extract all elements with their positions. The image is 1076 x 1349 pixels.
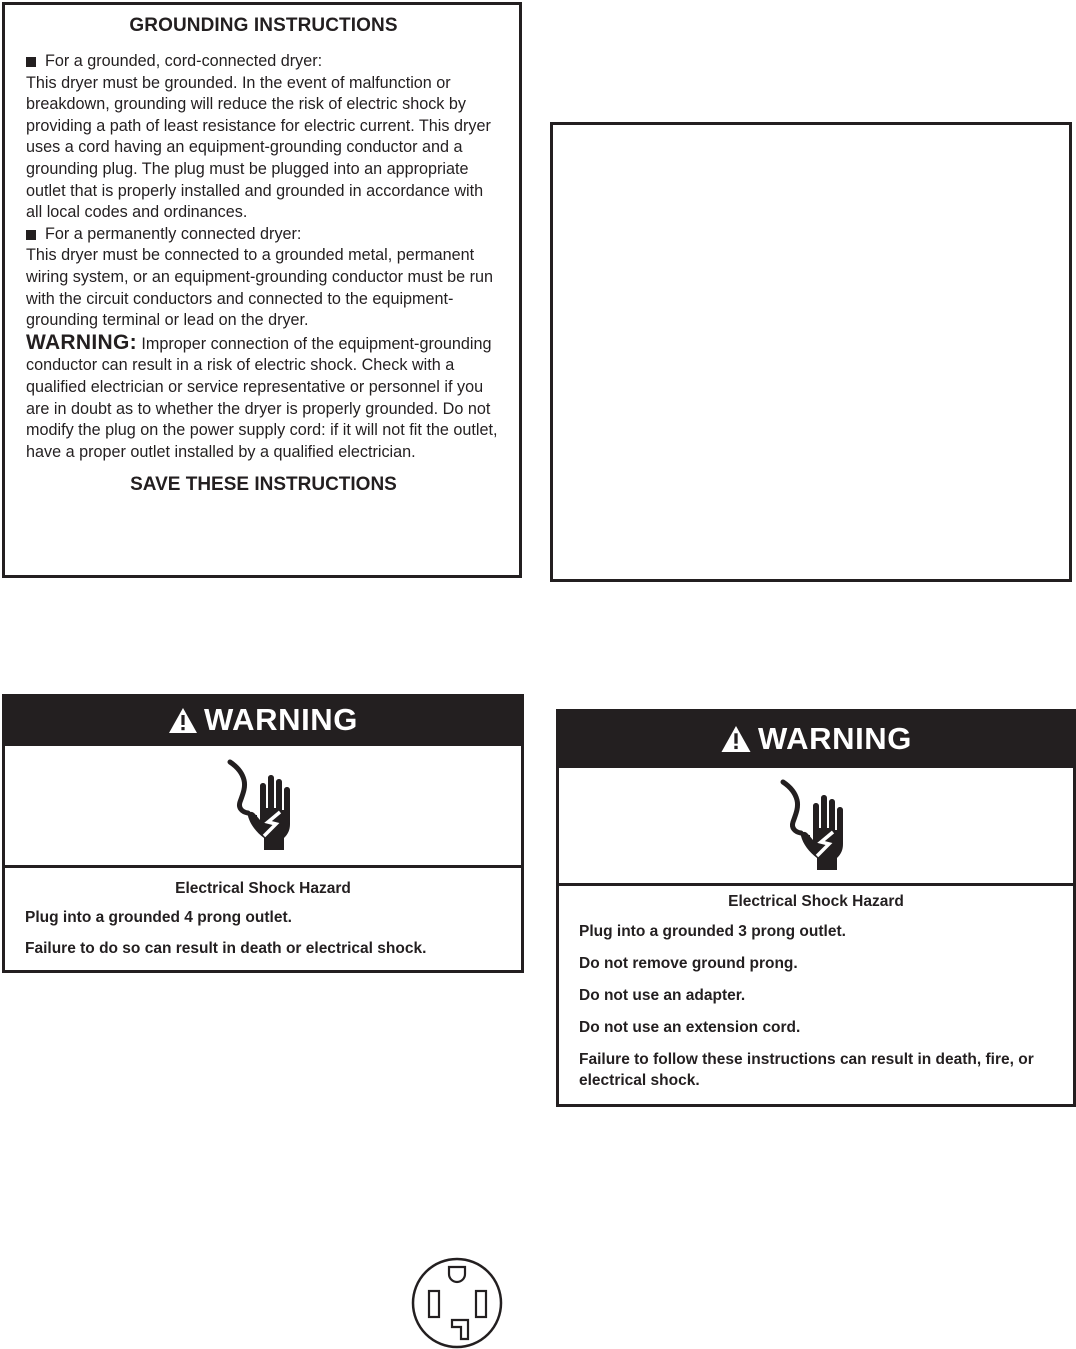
4-prong-outlet-icon	[409, 1256, 505, 1349]
warning-line: Failure to follow these instructions can result in death, fire, or electrical shock.	[579, 1051, 1034, 1089]
permanent-heading-text: For a permanently connected dryer:	[45, 224, 302, 243]
warning-label: WARNING:	[26, 330, 137, 354]
square-bullet-icon	[26, 230, 36, 240]
alert-triangle-icon	[720, 725, 752, 753]
warning-line: Do not use an adapter.	[579, 987, 746, 1004]
cord-connected-heading	[26, 51, 501, 73]
shock-icon-panel	[559, 765, 1073, 886]
warning-header	[5, 697, 521, 743]
save-instructions: SAVE THESE INSTRUCTIONS	[130, 474, 397, 496]
cord-connected-heading-text: For a grounded, cord-connected dryer:	[45, 52, 323, 70]
permanent-heading	[26, 224, 501, 246]
grounding-instructions-box	[2, 2, 522, 578]
blank-frame	[550, 122, 1072, 582]
grounding-title: GROUNDING INSTRUCTIONS	[129, 15, 398, 36]
warning-line: Plug into a grounded 3 prong outlet.	[579, 923, 846, 940]
warning-line: Plug into a grounded 4 prong outlet.	[25, 909, 292, 926]
warning-header-text: WARNING	[203, 702, 359, 737]
hazard-title: Electrical Shock Hazard	[175, 880, 351, 897]
shock-icon-panel	[5, 743, 521, 868]
warning-line: Do not use an extension cord.	[579, 1019, 801, 1036]
hazard-title: Electrical Shock Hazard	[728, 893, 904, 910]
permanent-body: This dryer must be connected to a grounded metal, permanent wiring system, or an equipment-grounding conductor must be run with the circuit conductors and connected to the equipment-grounding terminal or lead on the dryer.	[26, 246, 493, 330]
warning-header	[559, 712, 1073, 765]
warning-header-text: WARNING	[757, 720, 913, 756]
warning-text	[5, 880, 521, 959]
electric-shock-hand-icon	[218, 758, 308, 854]
warning-box-3-prong	[556, 709, 1076, 1107]
warning-text	[559, 893, 1073, 1091]
square-bullet-icon	[26, 57, 36, 67]
cord-connected-body: This dryer must be grounded. In the event of malfunction or breakdown, grounding will reduce the risk of electric shock by providing a path of least resistance for electric current. This dryer uses a cord having an equipment-grounding conductor and a grounding plug. The plug must be plugged into an appropriate outlet that is properly installed and grounded in accordance with all local codes and ordinances.	[26, 73, 491, 222]
warning-line: Do not remove ground prong.	[579, 955, 798, 972]
warning-body: Improper connection of the equipment-grounding conductor can result in a risk of electric shock. Check with a qualified electrician or service representative or personnel if you are in doubt as to whether the dryer is properly grounded. Do not modify the plug on the power supply cord: if it will not fit the outlet, have a proper outlet installed by a qualified electrician.	[26, 334, 498, 461]
electric-shock-hand-icon	[771, 778, 861, 874]
warning-box-4-prong	[2, 694, 524, 973]
grounding-warning	[26, 332, 501, 464]
warning-line: Failure to do so can result in death or electrical shock.	[25, 940, 427, 957]
alert-triangle-icon	[168, 707, 198, 734]
